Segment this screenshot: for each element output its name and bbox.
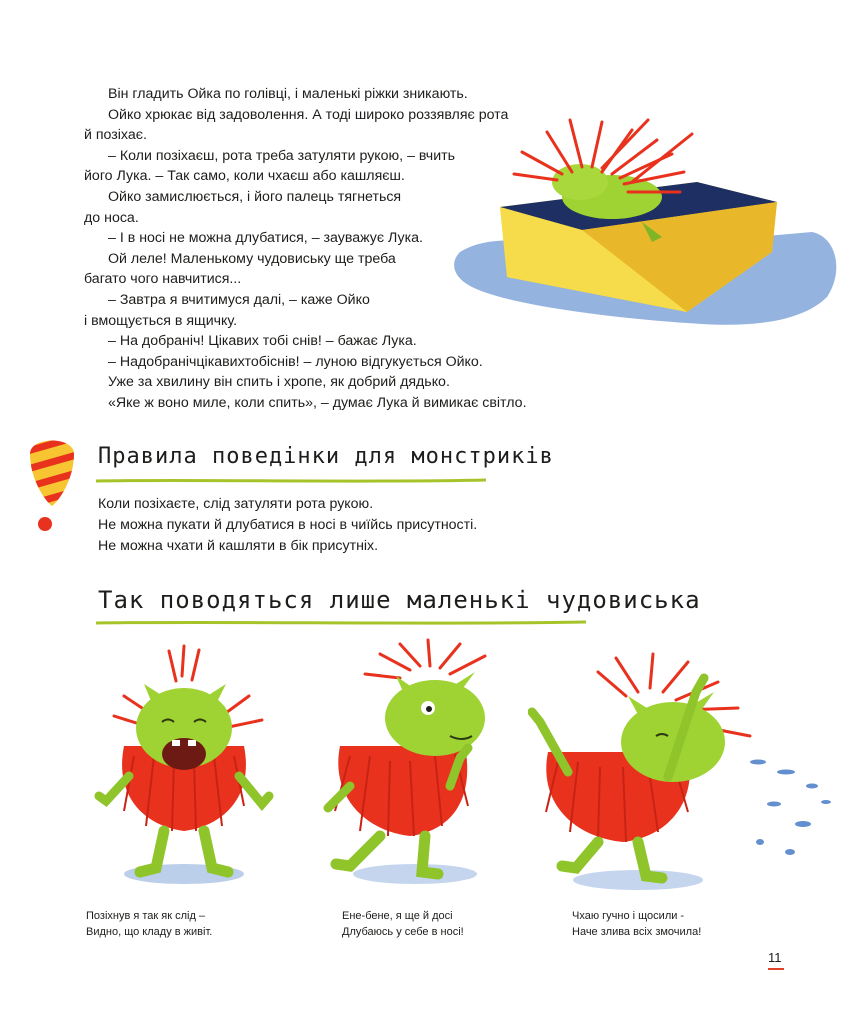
story-line: його Лука. – Так само, коли чхаєш або кашляєш. [84, 168, 405, 185]
story-line: Він гладить Ойка по голівці, і маленькі ріжки зникають. [108, 86, 468, 102]
caption-line: Видно, що кладу в живіт. [86, 926, 213, 938]
caption-line: Ене-бене, я ще й досі [342, 910, 453, 922]
story-line: – Коли позіхаєш, рота треба затуляти рукою, – вчить [108, 147, 456, 164]
caption-line: Чхаю гучно і щосили - [572, 910, 685, 922]
sneezing-monster-illustration [528, 652, 838, 902]
rule-item: Не можна пукати й длубатися в носі в чиїйсь присутності. [98, 517, 478, 533]
caption-sneezing [572, 908, 701, 940]
sleeping-monster-box-illustration [452, 112, 852, 342]
page-number: 11 [768, 950, 782, 965]
monsters-section-title: Так поводяться лише маленькі чудовиська [98, 586, 701, 614]
rules-list [98, 494, 477, 557]
story-line: Ойко замислюється, і його палець тягнеться [108, 188, 402, 205]
story-line: Уже за хвилину він спить і хропе, як добрий дядько. [108, 374, 450, 391]
story-line: до носа. [84, 209, 139, 226]
rule-item: Коли позіхаєте, слід затуляти рота рукою. [98, 496, 374, 512]
story-line: Ой леле! Маленькому чудовиську ще треба [108, 250, 396, 267]
title-underline [96, 478, 486, 484]
page-number-underline [768, 968, 784, 970]
caption-line: Позіхнув я так як слід – [86, 910, 206, 922]
story-line: – І в носі не можна длубатися, – зауважує Лука. [108, 230, 423, 247]
caption-yawning [86, 908, 212, 940]
exclamation-icon [24, 432, 80, 536]
story-line: Ойко хрюкає від задоволення. А тоді широко роззявляє рота [108, 106, 509, 123]
rule-item: Не можна чхати й кашляти в бік присутніх. [98, 538, 379, 554]
nose-picking-monster-illustration [310, 636, 520, 896]
rules-section-title: Правила поведінки для монстриків [98, 444, 554, 469]
caption-line: Длубаюсь у себе в носі! [342, 926, 464, 938]
story-line: і вмощується в ящичку. [84, 312, 238, 329]
story-line: багато чого навчитися... [84, 271, 242, 288]
story-line: й позіхає. [84, 127, 147, 144]
yawning-monster-illustration [84, 636, 284, 896]
caption-nose-picking [342, 908, 464, 940]
story-line: «Яке ж воно миле, коли спить», – думає Лука й вимикає світло. [108, 394, 527, 411]
title-underline [96, 620, 586, 626]
story-line: – Надобранічцікавихтобіснів! – луною відгукується Ойко. [108, 353, 483, 370]
story-line: – Завтра я вчитимуся далі, – каже Ойко [108, 291, 370, 308]
caption-line: Наче злива всіх змочила! [572, 926, 702, 938]
story-line: – На добраніч! Цікавих тобі снів! – бажає Лука. [108, 333, 417, 350]
